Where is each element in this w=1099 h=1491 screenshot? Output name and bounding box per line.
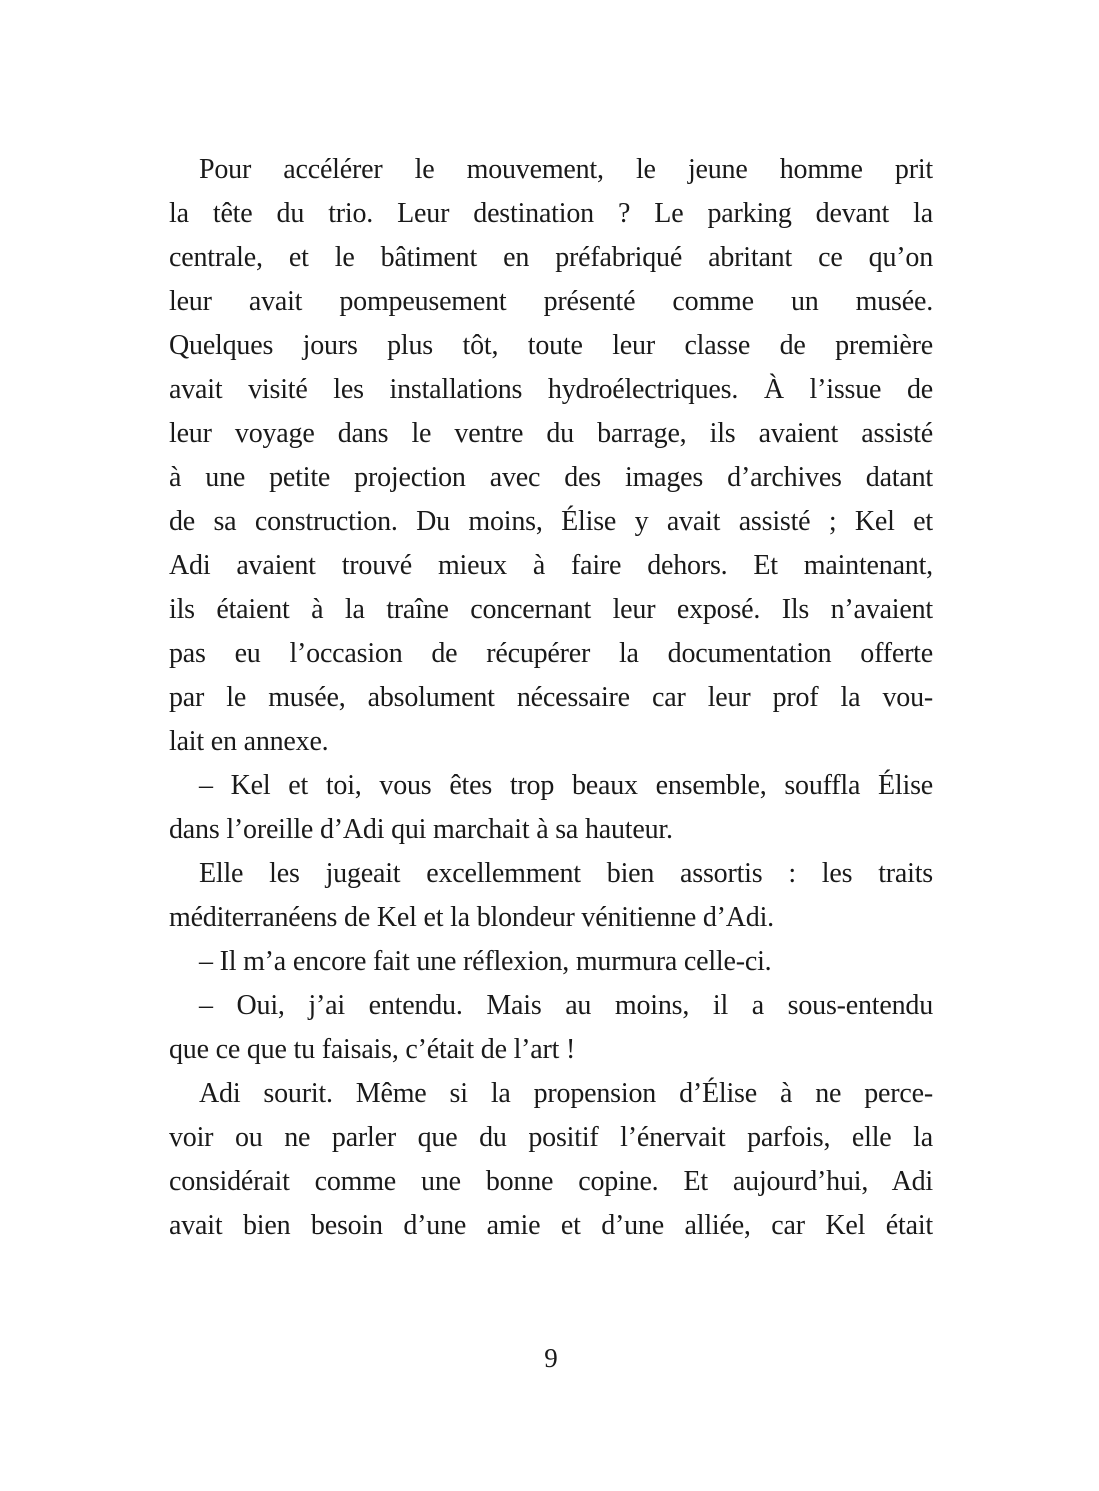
text-line: Adi avaient trouvé mieux à faire dehors. Et maintenant,: [169, 550, 933, 581]
text-line: centrale, et le bâtiment en préfabriqué abritant ce qu’on: [169, 242, 933, 273]
text-line: avait bien besoin d’une amie et d’une alliée, car Kel était: [169, 1210, 933, 1241]
text-line: méditerranéens de Kel et la blondeur vénitienne d’Adi.: [169, 902, 774, 933]
text-line: Pour accélérer le mouvement, le jeune homme prit: [199, 154, 933, 185]
text-line: à une petite projection avec des images d’archives datant: [169, 462, 933, 493]
text-line: – Il m’a encore fait une réflexion, murmura celle-ci.: [199, 946, 772, 977]
text-line: lait en annexe.: [169, 726, 329, 757]
text-line: ils étaient à la traîne concernant leur exposé. Ils n’avaient: [169, 594, 933, 625]
text-line: – Oui, j’ai entendu. Mais au moins, il a sous-entendu: [199, 990, 933, 1021]
text-line: de sa construction. Du moins, Élise y avait assisté ; Kel et: [169, 506, 933, 537]
page-text: [169, 148, 933, 1248]
text-line: la tête du trio. Leur destination ? Le parking devant la: [169, 198, 933, 229]
text-line: leur voyage dans le ventre du barrage, ils avaient assisté: [169, 418, 933, 449]
text-line: Elle les jugeait excellemment bien assortis : les traits: [199, 858, 933, 889]
text-line: par le musée, absolument nécessaire car leur prof la vou-: [169, 682, 933, 713]
text-line: Quelques jours plus tôt, toute leur classe de première: [169, 330, 933, 361]
text-line: Adi sourit. Même si la propension d’Élise à ne perce-: [199, 1078, 933, 1109]
text-line: leur avait pompeusement présenté comme un musée.: [169, 286, 933, 317]
text-line: avait visité les installations hydroélectriques. À l’issue de: [169, 374, 933, 405]
text-line: pas eu l’occasion de récupérer la documentation offerte: [169, 638, 933, 669]
text-line: voir ou ne parler que du positif l’énervait parfois, elle la: [169, 1122, 933, 1153]
page-number: 9: [544, 1343, 558, 1373]
text-line: dans l’oreille d’Adi qui marchait à sa hauteur.: [169, 814, 673, 845]
text-line: considérait comme une bonne copine. Et aujourd’hui, Adi: [169, 1166, 933, 1197]
text-line: – Kel et toi, vous êtes trop beaux ensemble, souffla Élise: [199, 770, 933, 801]
text-line: que ce que tu faisais, c’était de l’art !: [169, 1034, 576, 1065]
